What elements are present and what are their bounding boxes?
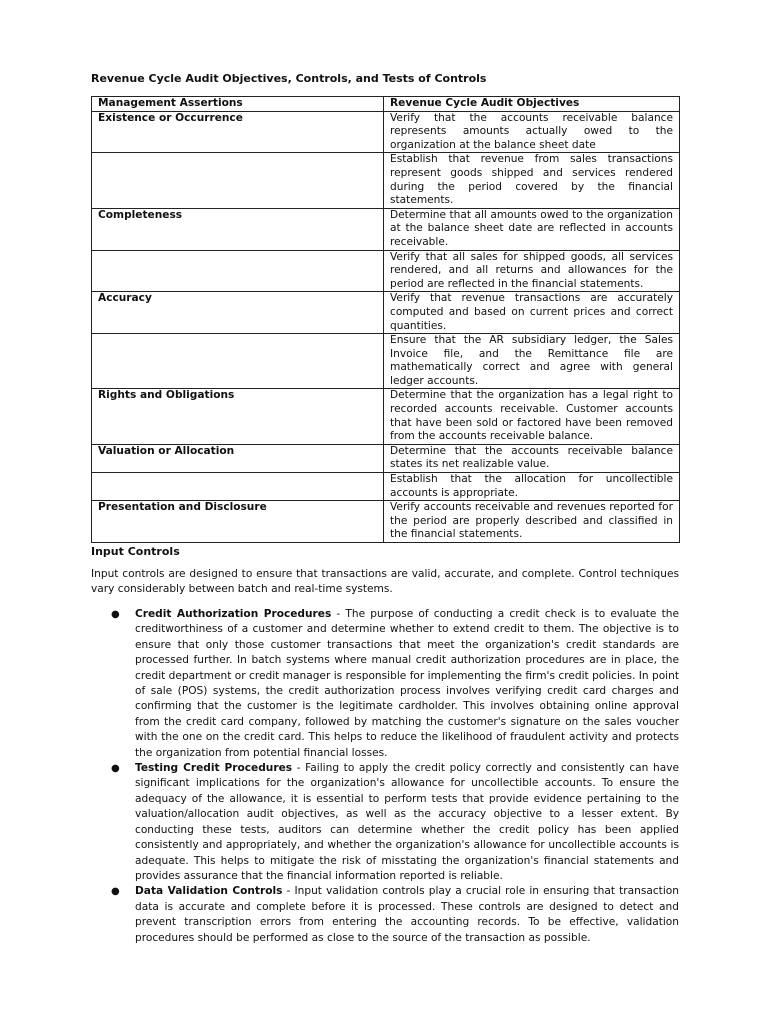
objective-cell: Verify that all sales for shipped goods, all services rendered, and all returns and allowances for the period are reflected in the financial statements.	[384, 250, 680, 292]
assertion-cell: Completeness	[92, 208, 384, 250]
table-row	[92, 334, 680, 389]
objective-cell: Determine that the organization has a legal right to recorded accounts receivable. Customer accounts that have been sold or factored have been removed from the accounts receivable balance.	[384, 389, 680, 444]
assertion-cell: Accuracy	[92, 292, 384, 334]
table-row	[92, 444, 680, 472]
list-item	[91, 607, 679, 761]
control-title: Testing Credit Procedures	[135, 762, 293, 775]
control-title: Credit Authorization Procedures	[135, 608, 332, 620]
input-controls-list	[91, 607, 679, 946]
table-header-row	[92, 97, 680, 112]
assertion-cell	[92, 334, 384, 389]
control-body: - Input validation controls play a crucial role in ensuring that transaction data is accurate and complete before it is processed. These controls are designed to detect and prevent transcription errors from entering the accounting records. To be effective, validation procedures should be performed as close to the source of the transaction as possible.	[135, 885, 679, 944]
control-title: Data Validation Controls	[135, 885, 283, 898]
objective-cell: Verify accounts receivable and revenues reported for the period are properly described and classified in the financial statements.	[384, 501, 680, 543]
table-row	[92, 111, 680, 153]
objective-cell: Verify that the accounts receivable balance represents amounts actually owed to the organization at the balance sheet date	[384, 111, 680, 153]
objective-cell: Establish that revenue from sales transactions represent goods shipped and services rendered during the period covered by the financial statements.	[384, 153, 680, 208]
control-body: - The purpose of conducting a credit check is to evaluate the creditworthiness of a customer and determine whether to extend credit to them. The objective is to ensure that only those customer transactions that meet the organization's credit standards are processed further. In batch systems where manual credit authorization procedures are in place, the credit department or credit manager is responsible for implementing the firm's credit policies. In point of sale (POS) systems, the credit authorization process involves verifying credit card charges and confirming that the customer is the legitimate cardholder. This involves obtaining online approval from the credit card company, followed by matching the customer's signature on the sales voucher with the one on the credit card. This helps to reduce the likelihood of fraudulent activity and protects the organization from potential financial losses.	[135, 608, 679, 759]
assertion-cell: Presentation and Disclosure	[92, 501, 384, 543]
document-title: Revenue Cycle Audit Objectives, Controls, and Tests of Controls	[91, 72, 487, 85]
assertion-cell	[92, 153, 384, 208]
objective-cell: Determine that the accounts receivable balance states its net realizable value.	[384, 444, 680, 472]
header-audit-objectives: Revenue Cycle Audit Objectives	[384, 97, 680, 112]
objective-cell: Establish that the allocation for uncollectible accounts is appropriate.	[384, 473, 680, 501]
list-item	[91, 761, 679, 884]
control-body: - Failing to apply the credit policy correctly and consistently can have significant implications for the organization's allowance for uncollectible accounts. To ensure the adequacy of the allowance, it is essential to perform tests that provide evidence pertaining to the valuation/allocation audit objectives, as well as the accuracy objective to a lesser extent. By conducting these tests, auditors can determine whether the credit policy has been applied consistently and appropriately, and whether the organization's allowance for uncollectible accounts is adequate. This helps to mitigate the risk of misstating the organization's financial statements and provides assurance that the financial information reported is reliable.	[135, 762, 679, 882]
table-row	[92, 208, 680, 250]
input-controls-intro: Input controls are designed to ensure that transactions are valid, accurate, and complete. Control techniques vary considerably between batch and real-time systems.	[91, 568, 679, 595]
assertion-cell	[92, 473, 384, 501]
bullet-icon: ●	[111, 609, 120, 620]
table-row	[92, 292, 680, 334]
table-row	[92, 473, 680, 501]
table-row	[92, 153, 680, 208]
bullet-icon: ●	[111, 886, 120, 898]
assertion-cell	[92, 250, 384, 292]
bullet-icon: ●	[111, 763, 120, 775]
table-row	[92, 389, 680, 444]
audit-objectives-table	[91, 96, 680, 543]
objective-cell: Determine that all amounts owed to the organization at the balance sheet date are reflected in accounts receivable.	[384, 208, 680, 250]
input-controls-heading: Input Controls	[91, 545, 180, 558]
table-row	[92, 501, 680, 543]
header-management-assertions: Management Assertions	[92, 97, 384, 112]
objective-cell: Ensure that the AR subsidiary ledger, the Sales Invoice file, and the Remittance file are mathematically correct and agree with general ledger accounts.	[384, 334, 680, 389]
objective-cell: Verify that revenue transactions are accurately computed and based on current prices and correct quantities.	[384, 292, 680, 334]
list-item	[91, 884, 679, 946]
document-page	[91, 72, 679, 946]
table-row	[92, 250, 680, 292]
assertion-cell: Existence or Occurrence	[92, 111, 384, 153]
assertion-cell: Valuation or Allocation	[92, 444, 384, 472]
assertion-cell: Rights and Obligations	[92, 389, 384, 444]
